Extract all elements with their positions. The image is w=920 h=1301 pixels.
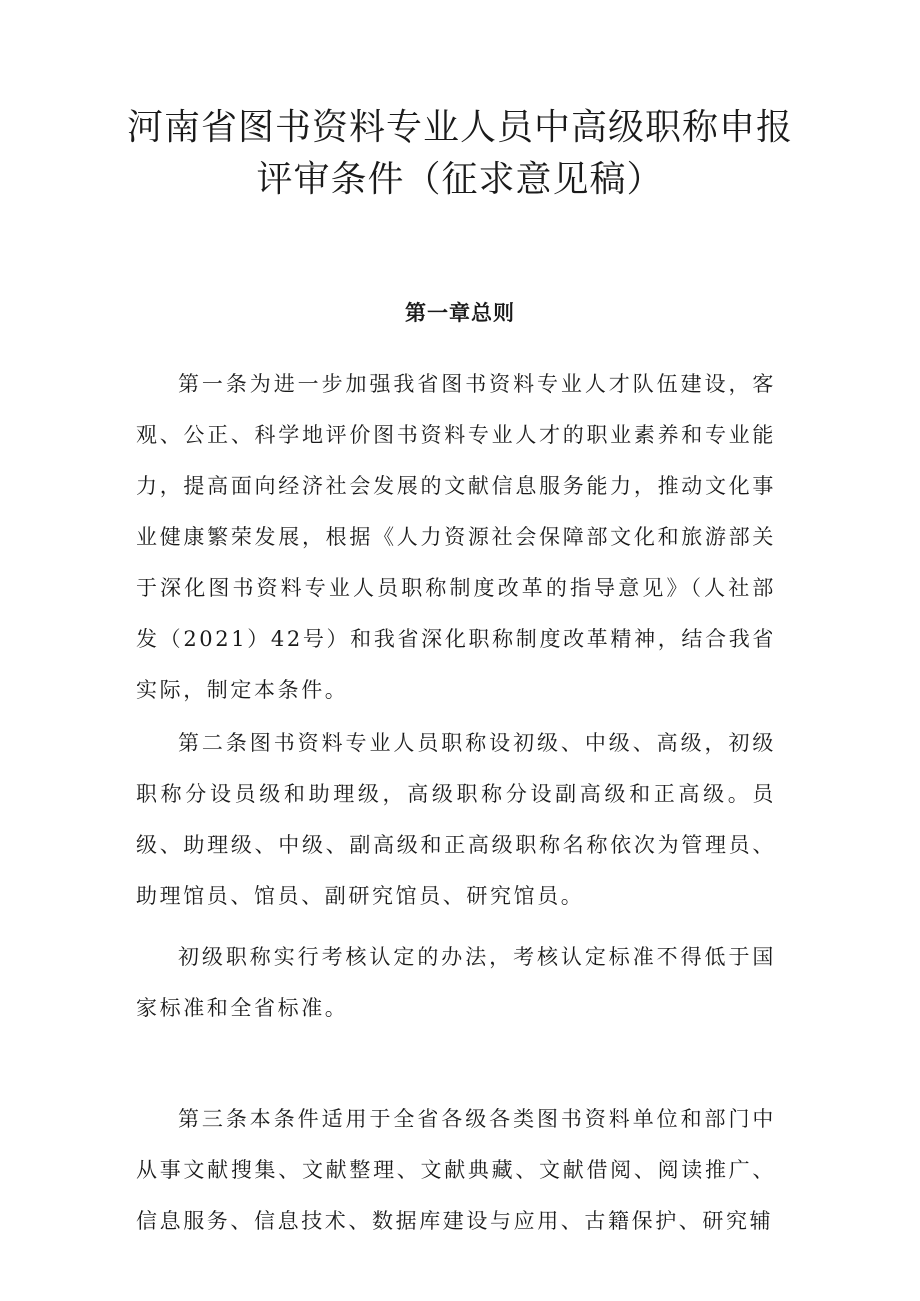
paragraph-article-2: 第二条图书资料专业人员职称设初级、中级、高级，初级职称分设员级和助理级，高级职称分设副高级和正高级。员级、助理级、中级、副高级和正高级职称名称依次为管理员、助理馆员、馆员、副研究馆员、研究馆员。 <box>136 731 776 908</box>
chapter-heading: 第一章总则 <box>405 300 515 325</box>
document-title <box>0 102 920 206</box>
document-title-line-2: 评审条件（征求意见稿） <box>256 159 664 200</box>
paragraph-initial-title-rule: 初级职称实行考核认定的办法，考核认定标准不得低于国家标准和全省标准。 <box>136 945 776 1020</box>
paragraph-article-3: 第三条本条件适用于全省各级各类图书资料单位和部门中从事文献搜集、文献整理、文献典藏、文献借阅、阅读推广、信息服务、信息技术、数据库建设与应用、古籍保护、研究辅 <box>136 1107 776 1233</box>
document-title-line-1: 河南省图书资料专业人员中高级职称申报 <box>126 107 793 148</box>
paragraph-article-1: 第一条为进一步加强我省图书资料专业人才队伍建设，客观、公正、科学地评价图书资料专业人才的职业素养和专业能力，提高面向经济社会发展的文献信息服务能力，推动文化事业健康繁荣发展，根据《人力资源社会保障部文化和旅游部关于深化图书资料专业人员职称制度改革的指导意见》（人社部发（2021）42号）和我省深化职称制度改革精神，结合我省实际，制定本条件。 <box>136 372 776 702</box>
